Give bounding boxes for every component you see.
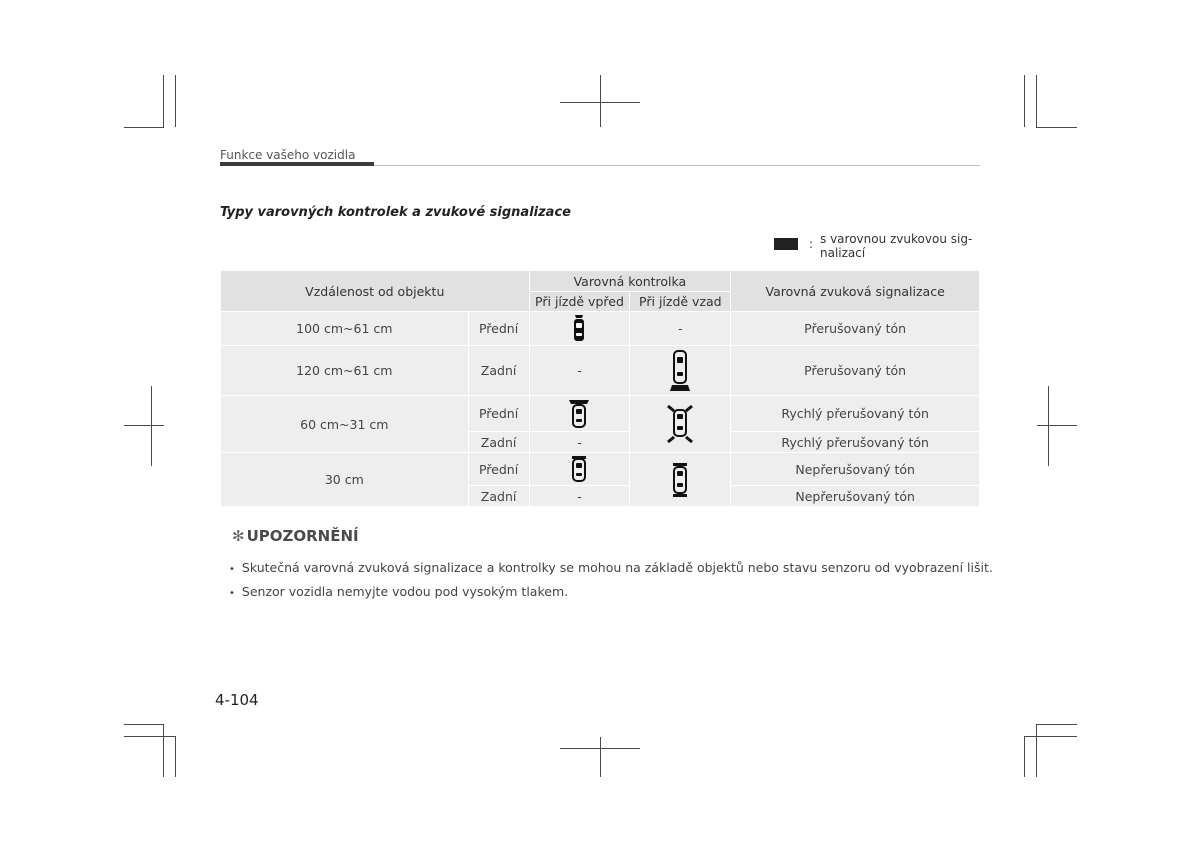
table-row <box>221 396 980 432</box>
sensor-cell: Přední <box>468 453 529 486</box>
car-front-sensor-icon <box>572 314 586 344</box>
table-row <box>221 453 980 486</box>
forward-indicator-cell: - <box>529 346 630 396</box>
warning-table <box>220 270 980 507</box>
table-row <box>221 312 980 346</box>
table-row <box>221 346 980 396</box>
car-front-rear-sensor-icon <box>669 462 691 498</box>
sound-cell: Přerušovaný tón <box>731 312 980 346</box>
caution-symbol: ✻ <box>232 527 245 545</box>
sensor-cell: Přední <box>468 312 529 346</box>
distance-cell: 120 cm~61 cm <box>221 346 469 396</box>
car-front-rear-sensor-icon <box>666 404 694 444</box>
reverse-indicator-cell <box>630 346 731 396</box>
sensor-cell: Zadní <box>468 486 529 507</box>
legend-text-line-1: s varovnou zvukovou sig- <box>820 232 973 246</box>
caution-heading <box>232 527 359 545</box>
header-sound: Varovná zvuková signalizace <box>731 271 980 312</box>
header-distance: Vzdálenost od objektu <box>221 271 530 312</box>
forward-indicator-cell: - <box>529 432 630 453</box>
header-rule <box>374 165 980 166</box>
sensor-cell: Zadní <box>468 346 529 396</box>
sound-cell: Rychlý přerušovaný tón <box>731 432 980 453</box>
distance-cell: 100 cm~61 cm <box>221 312 469 346</box>
distance-cell: 60 cm~31 cm <box>221 396 469 453</box>
reverse-indicator-cell: - <box>630 312 731 346</box>
car-front-sensor-icon <box>570 455 588 483</box>
header-forward: Při jízdě vpřed <box>529 292 630 312</box>
running-header: Funkce vašeho vozidla <box>220 148 356 162</box>
sound-cell: Rychlý přerušovaný tón <box>731 396 980 432</box>
page-number: 4-104 <box>215 691 259 709</box>
reverse-indicator-cell <box>630 396 731 453</box>
legend-text <box>820 232 980 260</box>
car-rear-sensor-icon <box>669 350 691 392</box>
forward-indicator-cell <box>529 396 630 432</box>
legend <box>774 232 980 262</box>
reverse-indicator-cell <box>630 453 731 507</box>
header-bar <box>220 162 374 166</box>
forward-indicator-cell <box>529 453 630 486</box>
list-item: • Skutečná varovná zvuková signalizace a kontrolky se mohou na základě objektů nebo stavu senzoru od vyobrazení lišit. <box>229 561 993 577</box>
header-indicator: Varovná kontrolka <box>529 271 731 292</box>
legend-text-line-2: nalizací <box>820 246 866 260</box>
forward-indicator-cell: - <box>529 486 630 507</box>
caution-list <box>229 561 993 609</box>
sound-cell: Přerušovaný tón <box>731 346 980 396</box>
sensor-cell: Přední <box>468 396 529 432</box>
sound-cell: Nepřerušovaný tón <box>731 486 980 507</box>
forward-indicator-cell <box>529 312 630 346</box>
list-item: • Senzor vozidla nemyjte vodou pod vysokým tlakem. <box>229 585 993 601</box>
legend-colon: : <box>809 237 814 251</box>
section-title: Typy varovných kontrolek a zvukové signalizace <box>220 205 571 220</box>
sensor-cell: Zadní <box>468 432 529 453</box>
sound-cell: Nepřerušovaný tón <box>731 453 980 486</box>
header-reverse: Při jízdě vzad <box>630 292 731 312</box>
caution-title: UPOZORNĚNÍ <box>246 527 359 545</box>
car-front-sensor-icon <box>568 399 590 429</box>
legend-swatch <box>774 238 798 250</box>
distance-cell: 30 cm <box>221 453 469 507</box>
